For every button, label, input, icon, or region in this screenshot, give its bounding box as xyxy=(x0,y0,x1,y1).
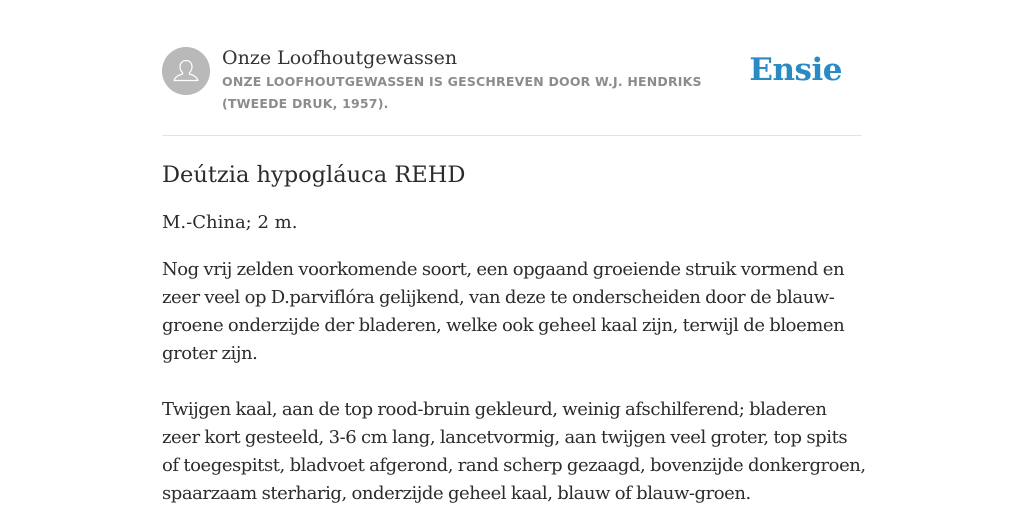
author-avatar[interactable] xyxy=(162,47,210,95)
author-info xyxy=(222,46,752,115)
user-silhouette-icon xyxy=(162,47,210,95)
entry-title: Deútzia hypogláuca REHD xyxy=(162,162,466,188)
entry-subtitle: M.-China; 2 m. xyxy=(162,212,298,233)
source-header xyxy=(162,46,862,136)
header-divider xyxy=(162,135,862,136)
entry-article xyxy=(162,158,868,508)
author-description: ONZE LOOFHOUTGEWASSEN IS GESCHREVEN DOOR W.J. HENDRIKS (TWEEDE DRUK, 1957). xyxy=(222,74,702,111)
author-name[interactable]: Onze Loofhoutgewassen xyxy=(222,47,458,69)
entry-paragraph: Twijgen kaal, aan de top rood-bruin gekleurd, weinig afschilferend; bladeren zeer kort gesteeld, 3-6 cm lang, lancetvormig, aan twijgen veel groter, top spits of toegespitst, bladvoet afgerond, rand scherp gezaagd, bovenzijde donkergroen, spaarzaam sterharig, onderzijde geheel kaal, blauw of blauw-groen. xyxy=(162,399,866,504)
ensie-logo[interactable]: Ensie xyxy=(749,52,842,88)
entry-paragraph: Nog vrij zelden voorkomende soort, een opgaand groeiende struik vormend en zeer veel op D.parviflóra gelijkend, van deze te onderscheiden door de blauw-groene onderzijde der bladeren, welke ook geheel kaal zijn, terwijl de bloemen groter zijn. xyxy=(162,259,845,364)
